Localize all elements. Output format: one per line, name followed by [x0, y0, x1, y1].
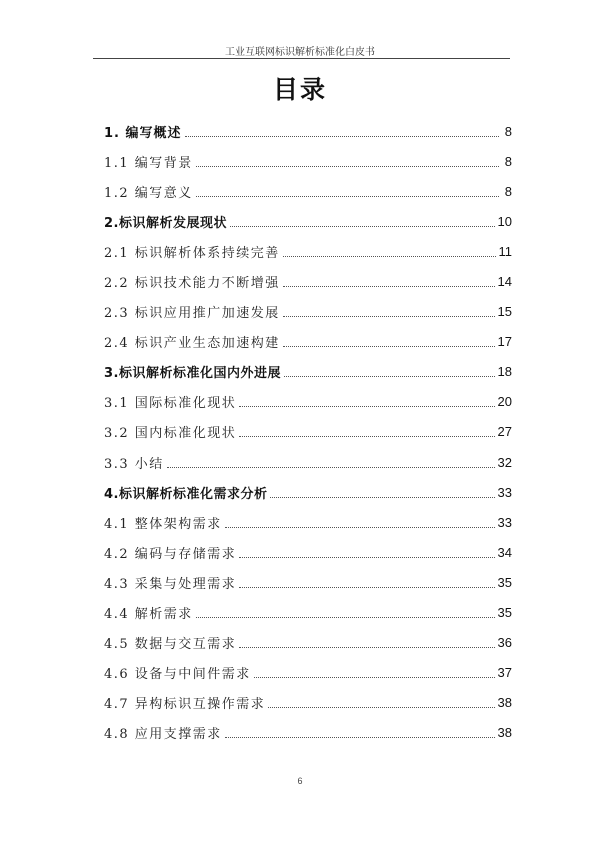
toc-entry-label: 4.3 采集与处理需求	[104, 576, 237, 592]
toc-dot-leader	[239, 406, 494, 407]
toc-section-entry[interactable]	[104, 537, 512, 567]
toc-section-entry[interactable]	[104, 507, 512, 537]
toc-dot-leader	[254, 677, 495, 678]
toc-dot-leader	[283, 346, 495, 347]
toc-entry-page: 38	[497, 695, 512, 711]
toc-entry-page: 32	[497, 454, 512, 470]
toc-entry-label: 2.1 标识解析体系持续完善	[104, 245, 280, 261]
toc-entry-label: 4.1 整体架构需求	[104, 516, 222, 532]
toc-dot-leader	[196, 196, 499, 197]
toc-chapter-entry[interactable]	[104, 357, 512, 387]
toc-entry-page: 18	[497, 364, 512, 380]
toc-entry-page: 27	[497, 424, 512, 440]
toc-entry-page: 14	[497, 274, 512, 290]
toc-dot-leader	[225, 527, 495, 528]
toc-dot-leader	[268, 707, 494, 708]
toc-dot-leader	[283, 286, 495, 287]
toc-section-entry[interactable]	[104, 297, 512, 327]
toc-section-entry[interactable]	[104, 266, 512, 296]
toc-entry-label: 1. 编写概述	[104, 125, 182, 141]
toc-dot-leader	[167, 467, 495, 468]
toc-section-entry[interactable]	[104, 176, 512, 206]
toc-dot-leader	[185, 136, 499, 137]
toc-section-entry[interactable]	[104, 658, 512, 688]
toc-entry-page: 33	[497, 514, 512, 530]
toc-dot-leader	[230, 226, 495, 227]
page-number: 6	[297, 776, 303, 786]
toc-section-entry[interactable]	[104, 327, 512, 357]
toc-section-entry[interactable]	[104, 688, 512, 718]
toc-entry-label: 4.5 数据与交互需求	[104, 637, 237, 653]
toc-entry-label: 3.1 国际标准化现状	[104, 396, 237, 412]
toc-dot-leader	[239, 436, 494, 437]
toc-entry-label: 4.2 编码与存储需求	[104, 546, 237, 562]
toc-dot-leader	[239, 647, 494, 648]
toc-entry-label: 2.3 标识应用推广加速发展	[104, 306, 280, 322]
toc-entry-label: 1.2 编写意义	[104, 185, 193, 201]
toc-entry-page: 38	[497, 725, 512, 741]
toc-entry-page: 8	[504, 123, 512, 139]
toc-chapter-entry[interactable]	[104, 116, 512, 146]
toc-entry-label: 2.4 标识产业生态加速构建	[104, 336, 280, 352]
toc-entry-page: 8	[504, 183, 512, 199]
toc-section-entry[interactable]	[104, 718, 512, 748]
toc-entry-page: 11	[498, 243, 512, 259]
toc-dot-leader	[239, 587, 494, 588]
toc-section-entry[interactable]	[104, 628, 512, 658]
toc-dot-leader	[196, 166, 499, 167]
toc-title: 目录	[272, 75, 327, 104]
toc-dot-leader	[284, 376, 495, 377]
toc-entry-page: 15	[497, 304, 512, 320]
toc-section-entry[interactable]	[104, 146, 512, 176]
toc-section-entry[interactable]	[104, 387, 512, 417]
toc-entry-page: 8	[504, 153, 512, 169]
toc-entry-page: 35	[497, 605, 512, 621]
toc-entry-label: 4.6 设备与中间件需求	[104, 667, 251, 683]
header-divider	[93, 58, 510, 59]
toc-entry-page: 35	[497, 574, 512, 590]
toc-entry-page: 17	[497, 334, 512, 350]
toc-entry-page: 36	[497, 635, 512, 651]
toc-entry-page: 33	[497, 484, 512, 500]
toc-section-entry[interactable]	[104, 417, 512, 447]
running-header: 工业互联网标识解析标准化白皮书	[225, 47, 375, 58]
toc-section-entry[interactable]	[104, 236, 512, 266]
toc-entry-page: 37	[497, 665, 512, 681]
toc-entry-page: 20	[497, 394, 512, 410]
toc-dot-leader	[283, 316, 495, 317]
toc-entry-label: 2.标识解析发展现状	[104, 215, 227, 231]
toc-section-entry[interactable]	[104, 598, 512, 628]
toc-entry-label: 4.8 应用支撑需求	[104, 727, 222, 743]
toc-entry-label: 4.4 解析需求	[104, 607, 193, 623]
toc-section-entry[interactable]	[104, 567, 512, 597]
toc-entry-label: 2.2 标识技术能力不断增强	[104, 276, 280, 292]
toc-dot-leader	[225, 737, 495, 738]
toc-entry-page: 34	[497, 544, 512, 560]
table-of-contents	[104, 116, 512, 748]
toc-chapter-entry[interactable]	[104, 477, 512, 507]
toc-entry-label: 1.1 编写背景	[104, 155, 193, 171]
toc-entry-label: 4.7 异构标识互操作需求	[104, 697, 266, 713]
toc-entry-label: 3.2 国内标准化现状	[104, 426, 237, 442]
toc-dot-leader	[239, 557, 494, 558]
toc-section-entry[interactable]	[104, 447, 512, 477]
toc-dot-leader	[283, 256, 496, 257]
toc-entry-label: 3.标识解析标准化国内外进展	[104, 366, 281, 382]
toc-dot-leader	[270, 497, 494, 498]
toc-entry-label: 3.3 小结	[104, 456, 164, 472]
toc-chapter-entry[interactable]	[104, 206, 512, 236]
toc-entry-label: 4.标识解析标准化需求分析	[104, 486, 268, 502]
toc-dot-leader	[196, 617, 495, 618]
toc-entry-page: 10	[497, 213, 512, 229]
